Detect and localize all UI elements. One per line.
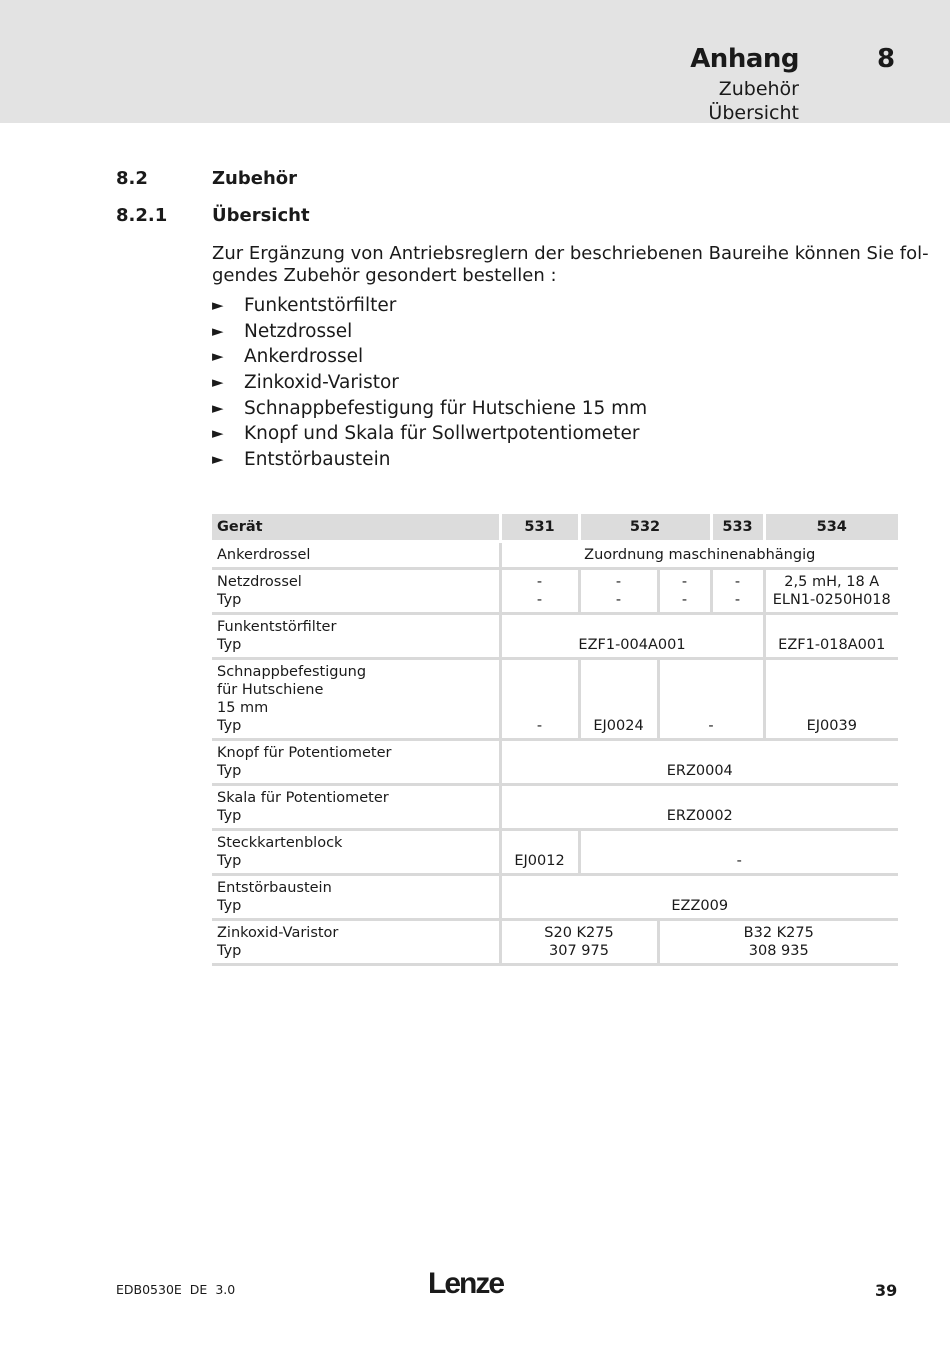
row-label: Entstörbaustein Typ <box>212 875 500 920</box>
row-label: Knopf für Potentiometer Typ <box>212 740 500 785</box>
list-item <box>212 396 647 422</box>
row-label: Zinkoxid-Varistor Typ <box>212 920 500 965</box>
row-label: Steckkartenblock Typ <box>212 830 500 875</box>
table-row <box>212 875 898 920</box>
triangle-right-icon: ► <box>212 321 224 340</box>
table-row <box>212 920 898 965</box>
table-cell: 2,5 mH, 18 A ELN1-0250H018 <box>764 569 898 614</box>
table-row <box>212 740 898 785</box>
table-cell: - <box>500 659 579 740</box>
table-cell: EZF1-018A001 <box>764 614 898 659</box>
table-cell: ERZ0002 <box>500 785 898 830</box>
list-item-label: Knopf und Skala für Sollwertpotentiometer <box>244 423 640 445</box>
list-item-label: Ankerdrossel <box>244 346 364 368</box>
table-row <box>212 569 898 614</box>
header-532: 532 <box>579 514 711 542</box>
header-531: 531 <box>500 514 579 542</box>
table-row <box>212 659 898 740</box>
header-534: 534 <box>764 514 898 542</box>
table-header-row <box>212 514 898 542</box>
doc-version: 3.0 <box>215 1282 236 1297</box>
list-item <box>212 370 647 396</box>
triangle-right-icon: ► <box>212 398 224 417</box>
triangle-right-icon: ► <box>212 450 224 469</box>
intro-line-2: gendes Zubehör gesondert bestellen : <box>212 265 557 286</box>
subsection-title: Übersicht <box>212 205 310 226</box>
table-cell: EZZ009 <box>500 875 898 920</box>
list-item <box>212 421 647 447</box>
section-number: 8.2 <box>116 168 148 189</box>
triangle-right-icon: ► <box>212 424 224 443</box>
list-item-label: Funkentstörfilter <box>244 295 397 316</box>
table-cell: B32 K275 308 935 <box>658 920 898 965</box>
subsection-number: 8.2.1 <box>116 205 168 226</box>
logo-text: Lenze <box>428 1267 504 1298</box>
header-533: 533 <box>711 514 764 542</box>
table-row <box>212 830 898 875</box>
intro-line-1: Zur Ergänzung von Antriebsreglern der beschriebenen Baureihe können Sie fol- <box>212 243 929 264</box>
header-subtitle-2: Übersicht <box>708 102 799 124</box>
accessory-list <box>212 293 647 473</box>
footer-doc-info <box>116 1282 235 1297</box>
table-cell: - <box>658 659 764 740</box>
table-cell: - - <box>579 569 658 614</box>
table-row <box>212 614 898 659</box>
lenze-logo <box>428 1266 516 1298</box>
accessories-table <box>212 514 898 966</box>
list-item <box>212 293 647 319</box>
row-label: Netzdrossel Typ <box>212 569 500 614</box>
row-label: Funkentstörfilter Typ <box>212 614 500 659</box>
intro-paragraph <box>212 243 929 287</box>
header-geraet: Gerät <box>212 514 500 542</box>
table-row <box>212 542 898 569</box>
list-item <box>212 344 647 370</box>
table-cell: EJ0039 <box>764 659 898 740</box>
table-cell: ERZ0004 <box>500 740 898 785</box>
list-item <box>212 447 647 473</box>
list-item-label: Zinkoxid-Varistor <box>244 372 399 394</box>
chapter-number: 8 <box>877 44 896 74</box>
doc-id: EDB0530E <box>116 1282 182 1297</box>
list-item-label: Entstörbaustein <box>244 449 391 471</box>
table-cell: - <box>579 830 898 875</box>
table-cell: Zuordnung maschinenabhängig <box>500 542 898 569</box>
table-cell: - - <box>658 569 711 614</box>
table-cell: - - <box>500 569 579 614</box>
section-title: Zubehör <box>212 168 298 189</box>
table-cell: EJ0012 <box>500 830 579 875</box>
list-item-label: Schnappbefestigung für Hutschiene 15 mm <box>244 397 648 419</box>
list-item <box>212 319 647 345</box>
table-cell: EJ0024 <box>579 659 658 740</box>
table-cell: EZF1-004A001 <box>500 614 764 659</box>
triangle-right-icon: ► <box>212 373 224 392</box>
triangle-right-icon: ► <box>212 296 224 314</box>
triangle-right-icon: ► <box>212 347 224 366</box>
header-title: Anhang <box>690 44 799 74</box>
table-cell: - - <box>711 569 764 614</box>
row-label: Skala für Potentiometer Typ <box>212 785 500 830</box>
row-label: Schnappbefestigung für Hutschiene 15 mm Typ <box>212 659 500 740</box>
page-number: 39 <box>875 1281 898 1300</box>
table-cell: S20 K275 307 975 <box>500 920 658 965</box>
header-subtitle-1: Zubehör <box>718 78 799 100</box>
table-row <box>212 785 898 830</box>
doc-language: DE <box>189 1282 208 1297</box>
list-item-label: Netzdrossel <box>244 320 353 342</box>
page-header <box>0 0 950 123</box>
row-label: Ankerdrossel <box>212 542 500 569</box>
